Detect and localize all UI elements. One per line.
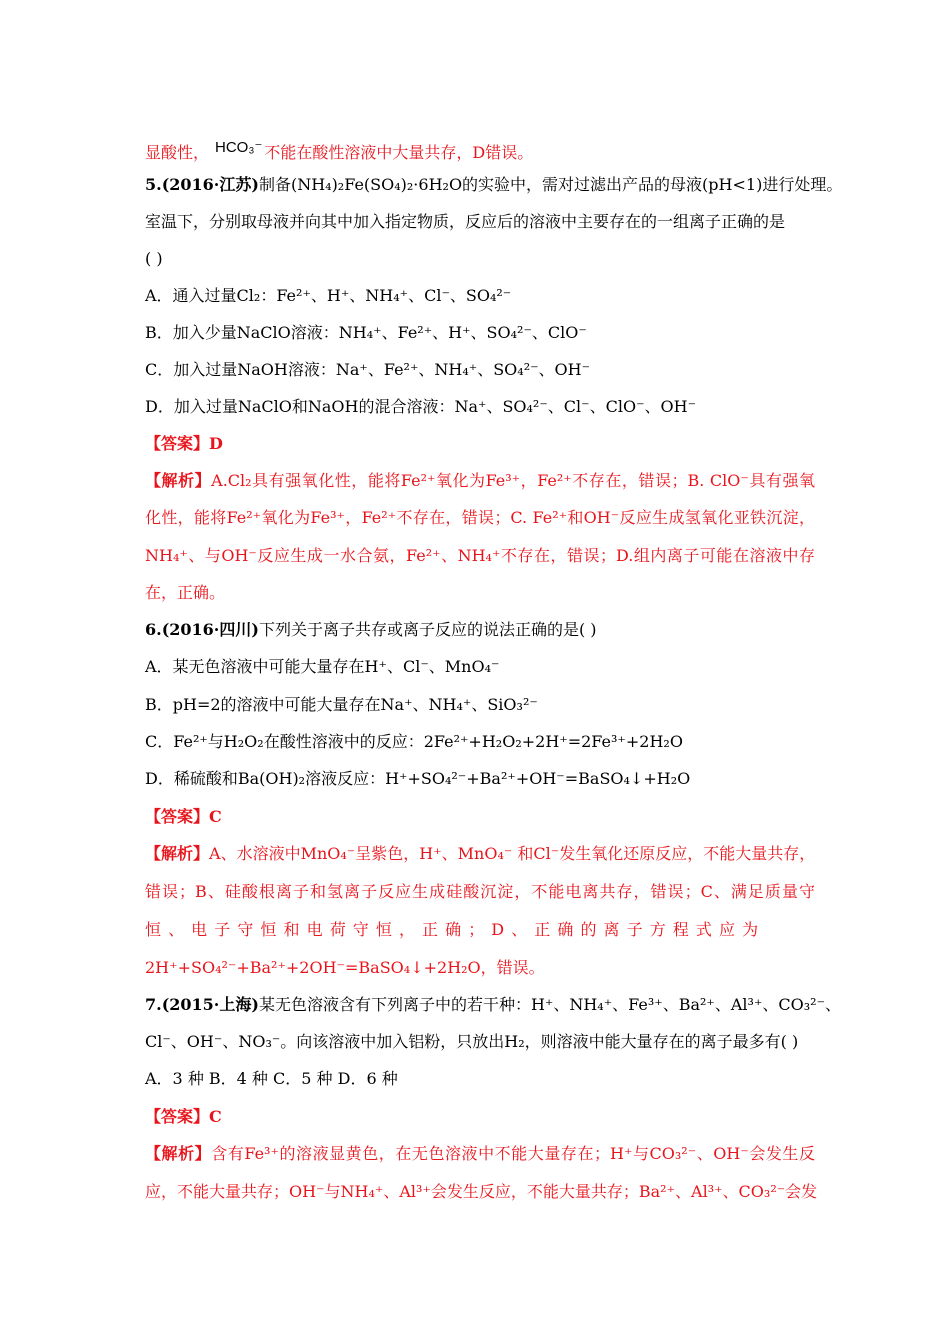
q6-analysis-line2: 错误；B、硅酸根离子和氢离子反应生成硅酸沉淀，不能电离共存，错误；C、满足质量守 [145, 882, 815, 901]
q5-analysis-line2: 化性，能将Fe²⁺氧化为Fe³⁺，Fe²⁺不存在，错误；C. Fe²⁺和OH⁻反应生成氢氧化亚铁沉淀， [145, 508, 815, 527]
q6-analysis-line3: 恒 、 电 子 守 恒 和 电 荷 守 恒 ， 正 确 ； D 、 正 确 的 离 子 方 程 式 应 为 [145, 920, 759, 939]
q6-stem-text: 下列关于离子共存或离子反应的说法正确的是( ) [258, 620, 597, 639]
q6-stem [145, 619, 815, 641]
q5-option-b: B．加入少量NaClO溶液：NH₄⁺、Fe²⁺、H⁺、SO₄²⁻、ClO⁻ [145, 323, 587, 342]
q7-stem-line2: Cl⁻、OH⁻、NO₃⁻。向该溶液中加入铝粉，只放出H₂，则溶液中能大量存在的离子最多有( ) [145, 1032, 799, 1051]
q6-option-b: B．pH=2的溶液中可能大量存在Na⁺、NH₄⁺、SiO₃²⁻ [145, 695, 538, 714]
q7-number: 7. [145, 995, 162, 1014]
continued-explanation [145, 137, 815, 164]
q5-source: (2016·江苏) [161, 175, 259, 194]
q6-analysis-line1 [145, 843, 815, 865]
q5-answer [145, 433, 815, 455]
q6-option-d: D．稀硫酸和Ba(OH)₂溶液反应：H⁺+SO₄²⁻+Ba²⁺+OH⁻=BaSO₄↓+H₂O [145, 769, 691, 788]
analysis-label: 【解析】 [145, 844, 210, 863]
q6-answer [145, 806, 815, 828]
q6-analysis-line4: 2H⁺+SO₄²⁻+Ba²⁺+2OH⁻=BaSO₄↓+2H₂O，错误。 [145, 958, 545, 977]
q5-analysis-text1: A.Cl₂具有强氧化性，能将Fe²⁺氧化为Fe³⁺，Fe²⁺不存在，错误；B. ClO⁻具有强氧 [211, 471, 815, 490]
q5-stem-line3: ( ) [145, 249, 163, 268]
q6-option-a: A．某无色溶液中可能大量存在H⁺、Cl⁻、MnO₄⁻ [145, 657, 500, 676]
q7-analysis-line2: 应，不能大量共存；OH⁻与NH₄⁺、Al³⁺会发生反应，不能大量共存；Ba²⁺、Al³⁺、CO₃²⁻会发 [145, 1182, 818, 1201]
q5-analysis-line1 [145, 470, 815, 492]
q6-source: (2016·四川) [161, 620, 259, 639]
q7-analysis-text1: 含有Fe³⁺的溶液显黄色，在无色溶液中不能大量存在；H⁺与CO₃²⁻、OH⁻会发生反 [211, 1144, 815, 1163]
q5-stem-line1 [145, 174, 843, 196]
q7-answer [145, 1106, 815, 1128]
q5-analysis-line4: 在，正确。 [145, 583, 226, 602]
analysis-label: 【解析】 [145, 1144, 212, 1163]
analysis-label: 【解析】 [145, 471, 212, 490]
q6-number: 6. [145, 620, 162, 639]
answer-label: 【答案】 [145, 807, 210, 826]
q7-stem-line1 [145, 994, 842, 1016]
q5-analysis-line3: NH₄⁺、与OH⁻反应生成一水合氨，Fe²⁺、NH₄⁺不存在，错误；D.组内离子可能在溶液中存 [145, 546, 815, 565]
q5-stem-text1: 制备(NH₄)₂Fe(SO₄)₂·6H₂O的实验中，需对过滤出产品的母液(pH<1)进行处理。 [258, 175, 843, 194]
q5-option-a: A．通入过量Cl₂：Fe²⁺、H⁺、NH₄⁺、Cl⁻、SO₄²⁻ [145, 286, 512, 305]
q7-analysis-line1 [145, 1143, 815, 1165]
q7-source: (2015·上海) [161, 995, 259, 1014]
q7-answer-value: C [209, 1107, 222, 1126]
q5-option-d: D．加入过量NaClO和NaOH的混合溶液：Na⁺、SO₄²⁻、Cl⁻、ClO⁻、OH⁻ [145, 397, 697, 416]
q5-option-c: C．加入过量NaOH溶液：Na⁺、Fe²⁺、NH₄⁺、SO₄²⁻、OH⁻ [145, 360, 591, 379]
q6-analysis-text1: A、水溶液中MnO₄⁻呈紫色，H⁺、MnO₄⁻ 和Cl⁻发生氧化还原反应，不能大量共存， [209, 844, 816, 863]
q5-answer-value: D [209, 434, 223, 453]
answer-label: 【答案】 [145, 1107, 210, 1126]
q7-options: A．3 种 B．4 种 C．5 种 D．6 种 [145, 1069, 398, 1088]
q7-stem-text1: 某无色溶液含有下列离子中的若干种：H⁺、NH₄⁺、Fe³⁺、Ba²⁺、Al³⁺、CO₃²⁻、 [258, 995, 842, 1014]
fragment-prefix: 显酸性， [145, 143, 210, 162]
fragment-suffix: 不能在酸性溶液中大量共存，D错误。 [264, 143, 534, 162]
q6-answer-value: C [209, 807, 222, 826]
hco3-formula-image: HCO₃⁻ [215, 139, 263, 156]
answer-label: 【答案】 [145, 434, 210, 453]
q6-option-c: C．Fe²⁺与H₂O₂在酸性溶液中的反应：2Fe²⁺+H₂O₂+2H⁺=2Fe³⁺+2H₂O [145, 732, 683, 751]
q5-stem-line2: 室温下，分别取母液并向其中加入指定物质，反应后的溶液中主要存在的一组离子正确的是 [145, 212, 786, 231]
q5-number: 5. [145, 175, 162, 194]
